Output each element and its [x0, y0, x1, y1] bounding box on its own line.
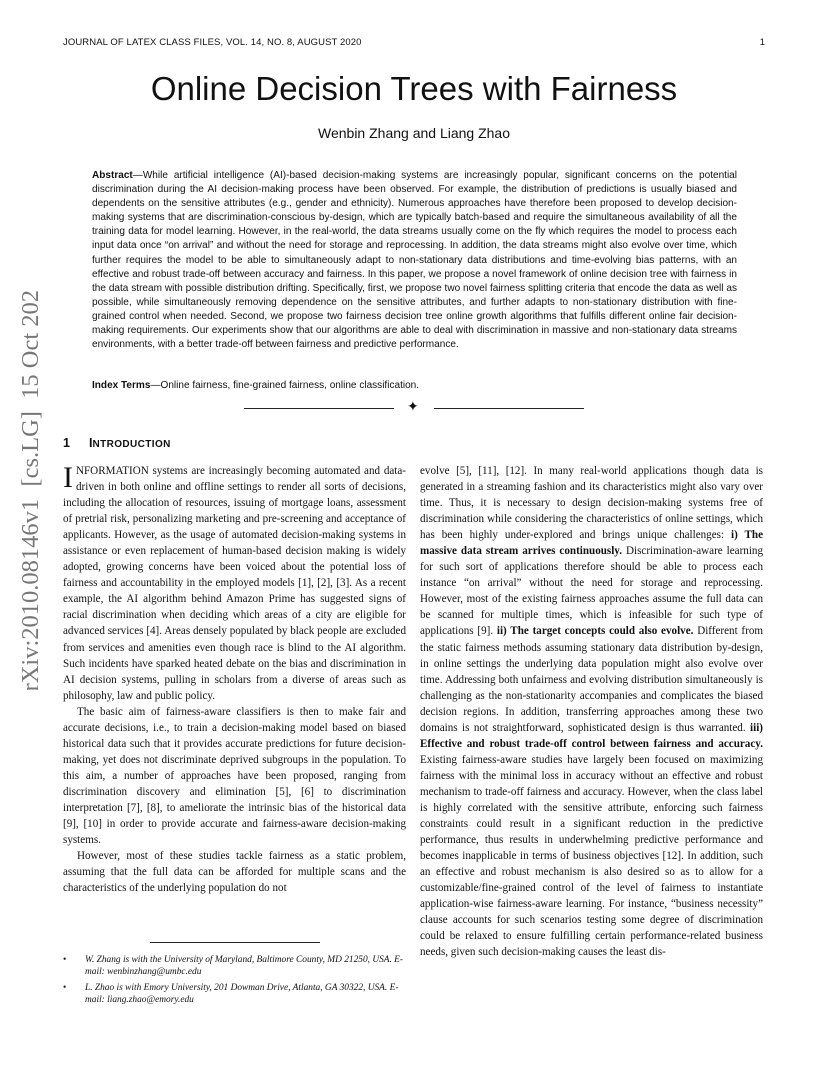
section-heading	[63, 436, 171, 450]
challenge-1: i) The massive data stream arrives continuously.	[420, 529, 763, 558]
abstract-label: Abstract	[92, 170, 133, 181]
footnote-item: • W. Zhang is with the University of Maryland, Baltimore County, MD 21250, USA. E-mail: wenbinzhang@umbc.edu	[63, 954, 406, 979]
section-number: 1	[63, 436, 70, 450]
page-number: 1	[759, 37, 765, 48]
paragraph-text: Different from the static fairness methods assuming stationary data distribution by-design, in online settings the underlying data population might also evolve over time. Addressing both unfairness and evolving distribution simultaneously is challenging as the non-stationarity accompanies and complicates the biased decision regions. In addition, transferring approaches among these two domains is not straightforward, sophisticated design is thus warranted.	[420, 625, 763, 734]
lead-word: NFORMATION	[76, 465, 149, 477]
left-column	[63, 463, 406, 896]
paragraph	[63, 463, 406, 704]
paragraph-text: Discrimination-aware learning for such sort of applications therefore should be able to process each instance “on arrival” without the need for storage and reprocessing. However, most of the existing fairness approaches assume the full data can be scanned for multiple times, which is infeasible for such type of applications [9].	[420, 545, 763, 638]
index-terms-label: Index Terms	[92, 380, 151, 391]
drop-cap: I	[63, 461, 73, 494]
paragraph-text: evolve [5], [11], [12]. In many real-world applications though data is generated in a streaming fashion and its characteristics might also vary over time. Thus, it is necessary to design decision-making systems free of discrimination while considering the characteristics of online settings, which has been highly under-explored and brings unique challenges:	[420, 465, 763, 542]
paragraph: However, most of these studies tackle fairness as a static problem, assuming that the full data can be afforded for multiple scans and the characteristics of the underlying population do not	[63, 850, 406, 895]
abstract-text: —While artificial intelligence (AI)-based decision-making systems are increasingly popular, significant concerns on the potential discrimination during the AI decision-making process have been observed. For example, the distribution of predictions is usually biased and dependents on the sensitive attributes (e.g., gender and ethnicity). Numerous approaches have therefore been proposed to develop decision-making systems that are discrimination-conscious by-design, which are typically batch-based and require the simultaneous availability of all the training data for model learning. However, in the real-world, the data streams usually come on the fly which requires the model to process each input data once “on arrival” and without the need for storage and reprocessing. In addition, the data streams might also evolve over time, which further requires the model to be able to simultaneously adapt to non-stationary data distributions and time-evolving bias patterns, with an effective and robust trade-off between accuracy and fairness. In this paper, we propose a novel framework of online decision tree with fairness in the data stream with possible distribution drifting. Specifically, first, we propose two novel fairness splitting criteria that encode the data as well as possible, while simultaneously removing dependence on the sensitive attributes, and further adapts to non-stationary distribution with fine-grained control when needed. Second, we propose two fairness decision tree online growth algorithms that fulfills different online fair decision-making requirements. Our experiments show that our algorithms are able to deal with discrimination in massive and non-stationary data streams environments, with a better trade-off between fairness and predictive performance.	[92, 170, 737, 351]
author-list: Wenbin Zhang and Liang Zhao	[318, 125, 510, 141]
footnotes	[63, 954, 406, 1009]
index-terms	[92, 380, 737, 391]
footnote-item: • L. Zhao is with Emory University, 201 Dowman Drive, Atlanta, GA 30322, USA. E-mail: liang.zhao@emory.edu	[63, 982, 406, 1007]
index-terms-text: —Online fairness, fine-grained fairness, online classification.	[150, 380, 420, 391]
challenge-3: iii) Effective and robust trade-off control between fairness and accuracy.	[420, 721, 763, 750]
divider-star-icon: ✦	[407, 400, 419, 415]
running-head: JOURNAL OF LATEX CLASS FILES, VOL. 14, NO. 8, AUGUST 2020	[63, 37, 362, 48]
paragraph-text: Existing fairness-aware studies have largely been focused on maximizing fairness with the minimal loss in accuracy without an effective and robust mechanism to trade-off fairness and accuracy. However, when the class label is highly correlated with the sensitive attribute, enforcing such fairness constraints could result in a significant reduction in the predictive performance, thus results in underwhelming predictive performance and becomes inapplicable in terms of business objectives [12]. In addition, such an effective and robust mechanism is also desired so as to allow for a customizable/fine-grained control of the level of fairness to instantiate application-wise fairness-aware learning. For instance, “business necessity” clause accounts for such scenarios testing some degree of discrimination could be relaxed to ensure fulfilling certain performance-related business needs, given such decision-making causes the least dis-	[420, 753, 763, 959]
footnote-rule	[150, 942, 320, 943]
paragraph: The basic aim of fairness-aware classifiers is then to make fair and accurate decisions, i.e., to train a decision-making model based on biased historical data such that it provides accurate predictions for future decision-making, yet does not discriminate deprived subgroups in the population. To this aim, a number of approaches have been proposed, ranging from discrimination discovery and elimination [5], [6] to discrimination interpretation [7], [8], to ameliorate the intrinsic bias of the historical data [9], [10] in order to provide accurate and fairness-aware decision-making systems.	[63, 705, 406, 847]
divider-line-right	[434, 408, 584, 409]
arxiv-stamp	[10, 290, 46, 690]
divider-line-left	[244, 408, 394, 409]
section-divider	[244, 402, 584, 416]
paragraph-text: systems are increasingly becoming automated and data-driven in both online and offline settings to render all sorts of decisions, including the allocation of resources, issuing of mortgage loans, assessment of pretrial risk, personalizing marketing and pre-screening and acceptance of applicants. However, as the usage of automated decision-making systems in assistance or even replacement of human-based decision making is widely adopted, growing concerns have been voiced about the potential loss of fairness and accountability in the employed models [1], [2], [3]. As a recent example, the AI algorithm behind Amazon Prime has suggested signs of racial discrimination when deciding which areas of a city are eligible for advanced services [4]. Areas densely populated by black people are excluded from services and amenities even though race is blind to the AI algorithm. Such incidents have sparked heated debate on the bias and discrimination in AI decision systems, pulling in scholars from a diverse of areas such as philosophy, law and public policy.	[63, 465, 406, 702]
section-title-rest: NTRODUCTION	[92, 439, 171, 450]
challenge-2: ii) The target concepts could also evolve.	[496, 625, 694, 638]
paper-title: Online Decision Trees with Fairness	[150, 70, 678, 107]
paragraph	[420, 463, 763, 960]
section-title-initial: I	[89, 436, 93, 450]
arxiv-stamp-text: arXiv:2010.08146v1 [cs.LG] 15 Oct 2020	[17, 290, 44, 690]
abstract	[92, 169, 737, 352]
right-column	[420, 463, 763, 960]
